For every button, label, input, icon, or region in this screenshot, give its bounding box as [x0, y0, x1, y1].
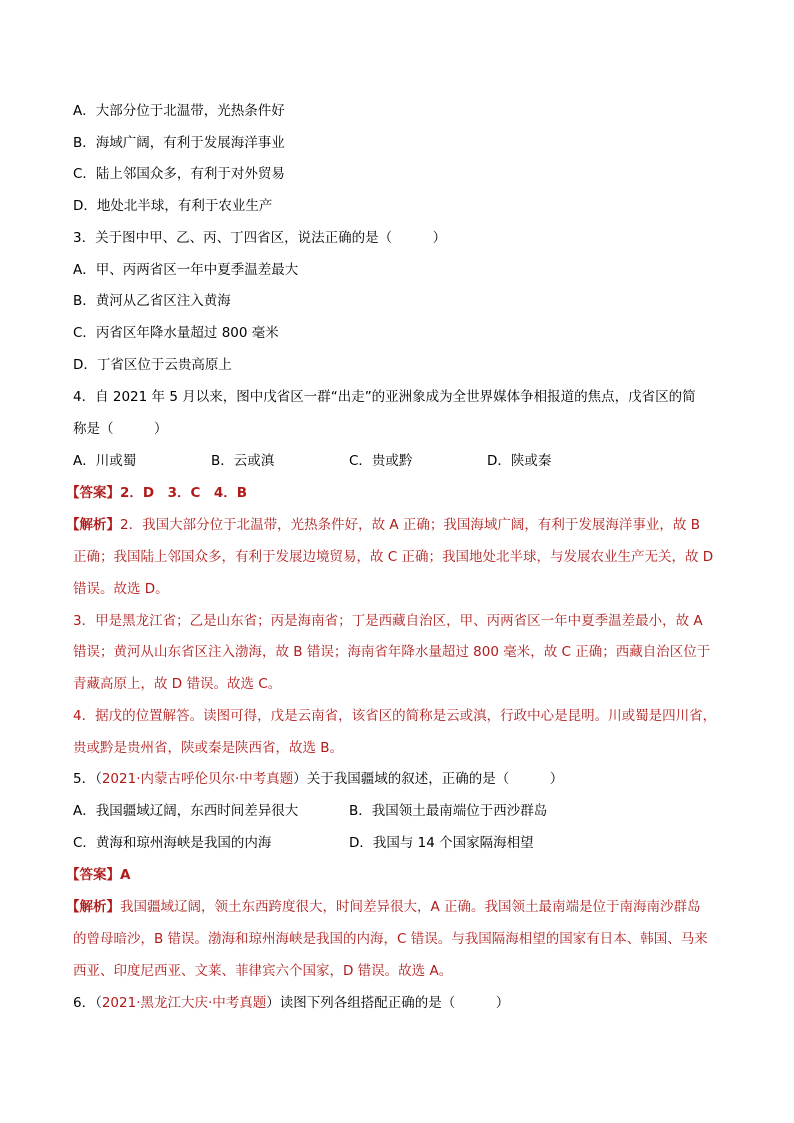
q3-option-b: B．黄河从乙省区注入黄海: [73, 293, 231, 309]
q5-option-b: B．我国领土最南端位于西沙群岛: [349, 803, 548, 819]
analysis-line-3: 错误。故选 D。: [73, 581, 169, 597]
q4-option-b: B．云或滇: [211, 453, 275, 469]
q6-number: 6．（: [73, 995, 102, 1011]
answer-label: 【答案】: [66, 867, 120, 883]
analysis-text: 2．我国大部分位于北温带，光热条件好，故 A 正确；我国海域广阔，有利于发展海洋事业，故 B: [120, 517, 700, 533]
q3-option-a: A．甲、丙两省区一年中夏季温差最大: [73, 262, 299, 278]
q3-stem: 3．关于图中甲、乙、丙、丁四省区，说法正确的是（ ）: [73, 230, 447, 246]
q6-source: 2021·黑龙江大庆·中考真题: [101, 995, 267, 1011]
q6-stem-text: ）读图下列各组搭配正确的是（ ）: [266, 995, 510, 1011]
q5-stem-text: ）关于我国疆域的叙述，正确的是（ ）: [293, 771, 564, 787]
q2-option-d: D．地处北半球，有利于农业生产: [73, 198, 273, 214]
q4-option-a: A．川或蜀: [73, 453, 137, 469]
q2-option-c: C．陆上邻国众多，有利于对外贸易: [73, 166, 285, 182]
q2-option-b: B．海域广阔，有利于发展海洋事业: [73, 135, 285, 151]
answer-label: 【答案】: [66, 485, 120, 501]
q3-option-c: C．丙省区年降水量超过 800 毫米: [73, 325, 279, 341]
q2-option-a: A．大部分位于北温带，光热条件好: [73, 103, 285, 119]
analysis2-line-2: 的曾母暗沙，B 错误。渤海和琼州海峡是我国的内海，C 错误。与我国隔海相望的国家有日本、韩国、马来: [73, 931, 708, 947]
q4-option-c: C．贵或黔: [349, 453, 413, 469]
analysis2-line-3: 西亚、印度尼西亚、文莱、菲律宾六个国家，D 错误。故选 A。: [73, 963, 453, 979]
analysis-line-1: [66, 516, 700, 534]
q5-source: 2021·内蒙古呼伦贝尔·中考真题: [101, 771, 294, 787]
analysis-label: 【解析】: [66, 517, 120, 533]
analysis-text: 我国疆域辽阔，领土东西跨度很大，时间差异很大，A 正确。我国领土最南端是位于南海南沙群岛: [120, 899, 701, 915]
q5-stem: [73, 770, 563, 788]
q5-option-d: D．我国与 14 个国家隔海相望: [349, 835, 534, 851]
answer-line-2: [66, 866, 130, 884]
analysis-line-4: 3．甲是黑龙江省；乙是山东省；丙是海南省；丁是西藏自治区，甲、丙两省区一年中夏季温差最小，故 A: [73, 613, 703, 629]
analysis-line-5: 错误；黄河从山东省区注入渤海，故 B 错误；海南省年降水量超过 800 毫米，故 C 正确；西藏自治区位于: [73, 644, 711, 660]
q5-option-a: A．我国疆域辽阔，东西时间差异很大: [73, 803, 299, 819]
q6-stem: [73, 994, 509, 1012]
analysis-line-7: 4．据戊的位置解答。读图可得，戊是云南省，该省区的简称是云或滇，行政中心是昆明。川或蜀是四川省，: [73, 708, 717, 724]
q4-option-d: D．陕或秦: [487, 453, 552, 469]
q4-stem-line-1: 4．自 2021 年 5 月以来，图中戊省区一群“出走”的亚洲象成为全世界媒体争相报道的焦点，戊省区的简: [73, 389, 696, 405]
analysis-label: 【解析】: [66, 899, 120, 915]
q4-stem-line-2: 称是（ ）: [73, 421, 168, 437]
answer-text: A: [120, 867, 131, 883]
analysis2-line-1: [66, 898, 701, 916]
analysis-line-6: 青藏高原上，故 D 错误。故选 C。: [73, 676, 282, 692]
answer-text: 2．D 3．C 4．B: [120, 485, 248, 501]
analysis-line-2: 正确；我国陆上邻国众多，有利于发展边境贸易，故 C 正确；我国地处北半球，与发展农业生产无关，故 D: [73, 549, 714, 565]
q5-option-c: C．黄海和琼州海峡是我国的内海: [73, 835, 272, 851]
q5-number: 5．（: [73, 771, 102, 787]
q3-option-d: D．丁省区位于云贵高原上: [73, 357, 232, 373]
answer-line-1: [66, 484, 247, 502]
analysis-line-8: 贵或黔是贵州省，陕或秦是陕西省，故选 B。: [73, 740, 344, 756]
